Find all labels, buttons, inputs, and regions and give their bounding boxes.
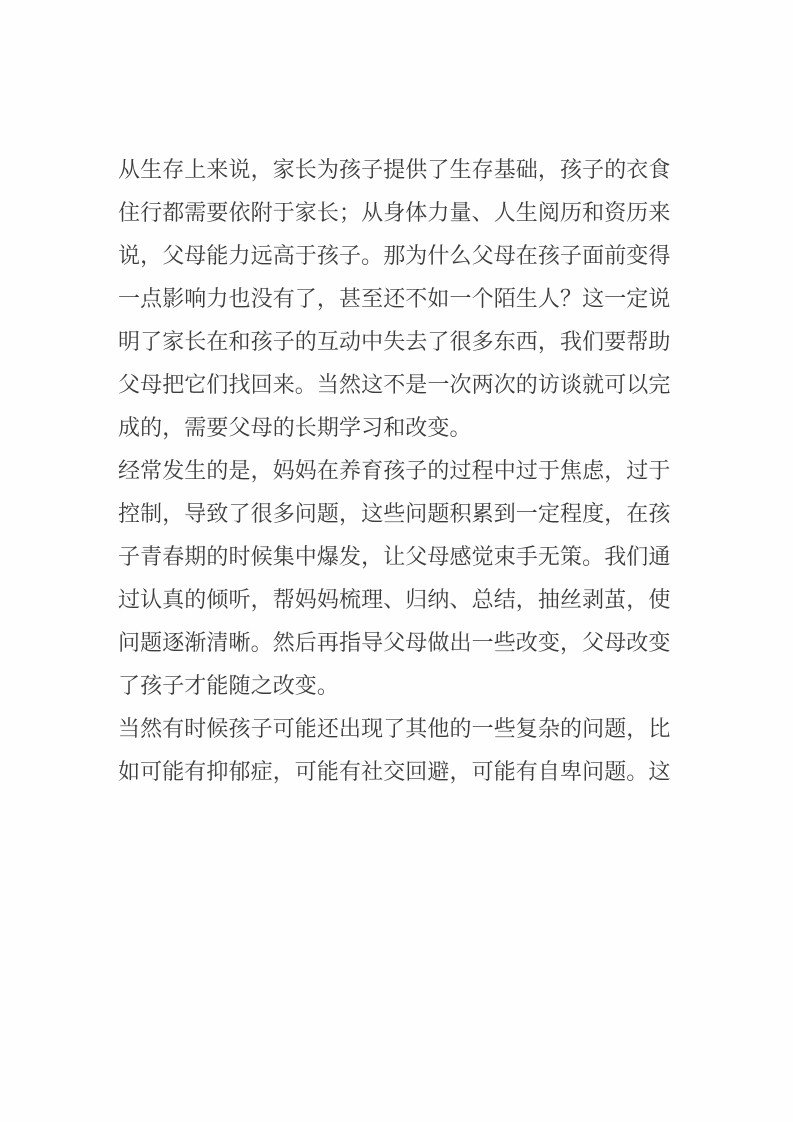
text-line: 一点影响力也没有了，甚至还不如一个陌生人？这一定说 [118,286,671,311]
text-line: 住行都需要依附于家长；从身体力量、人生阅历和资历来 [118,200,671,225]
text-line: 从生存上来说，家长为孩子提供了生存基础，孩子的衣食 [118,157,671,182]
paragraph-1 [118,148,678,449]
text-line: 如可能有抑郁症，可能有社交回避，可能有自卑问题。这 [118,759,671,784]
text-line: 说，父母能力远高于孩子。那为什么父母在孩子面前变得 [118,243,671,268]
text-line: 父母把它们找回来。当然这不是一次两次的访谈就可以完 [118,372,671,397]
paragraph-2 [118,449,678,707]
paragraph-3 [118,707,678,793]
text-line: 了孩子才能随之改变。 [118,673,340,698]
text-line: 问题逐渐清晰。然后再指导父母做出一些改变，父母改变 [118,630,671,655]
text-line: 过认真的倾听，帮妈妈梳理、归纳、总结，抽丝剥茧，使 [118,587,671,612]
document-body-text [118,148,678,793]
text-line: 经常发生的是，妈妈在养育孩子的过程中过于焦虑，过于 [118,458,671,483]
text-line: 子青春期的时候集中爆发，让父母感觉束手无策。我们通 [118,544,671,569]
text-line: 明了家长在和孩子的互动中失去了很多东西，我们要帮助 [118,329,671,354]
text-line: 当然有时候孩子可能还出现了其他的一些复杂的问题，比 [118,716,671,741]
text-line: 控制，导致了很多问题，这些问题积累到一定程度，在孩 [118,501,671,526]
text-line: 成的，需要父母的长期学习和改变。 [118,415,472,440]
